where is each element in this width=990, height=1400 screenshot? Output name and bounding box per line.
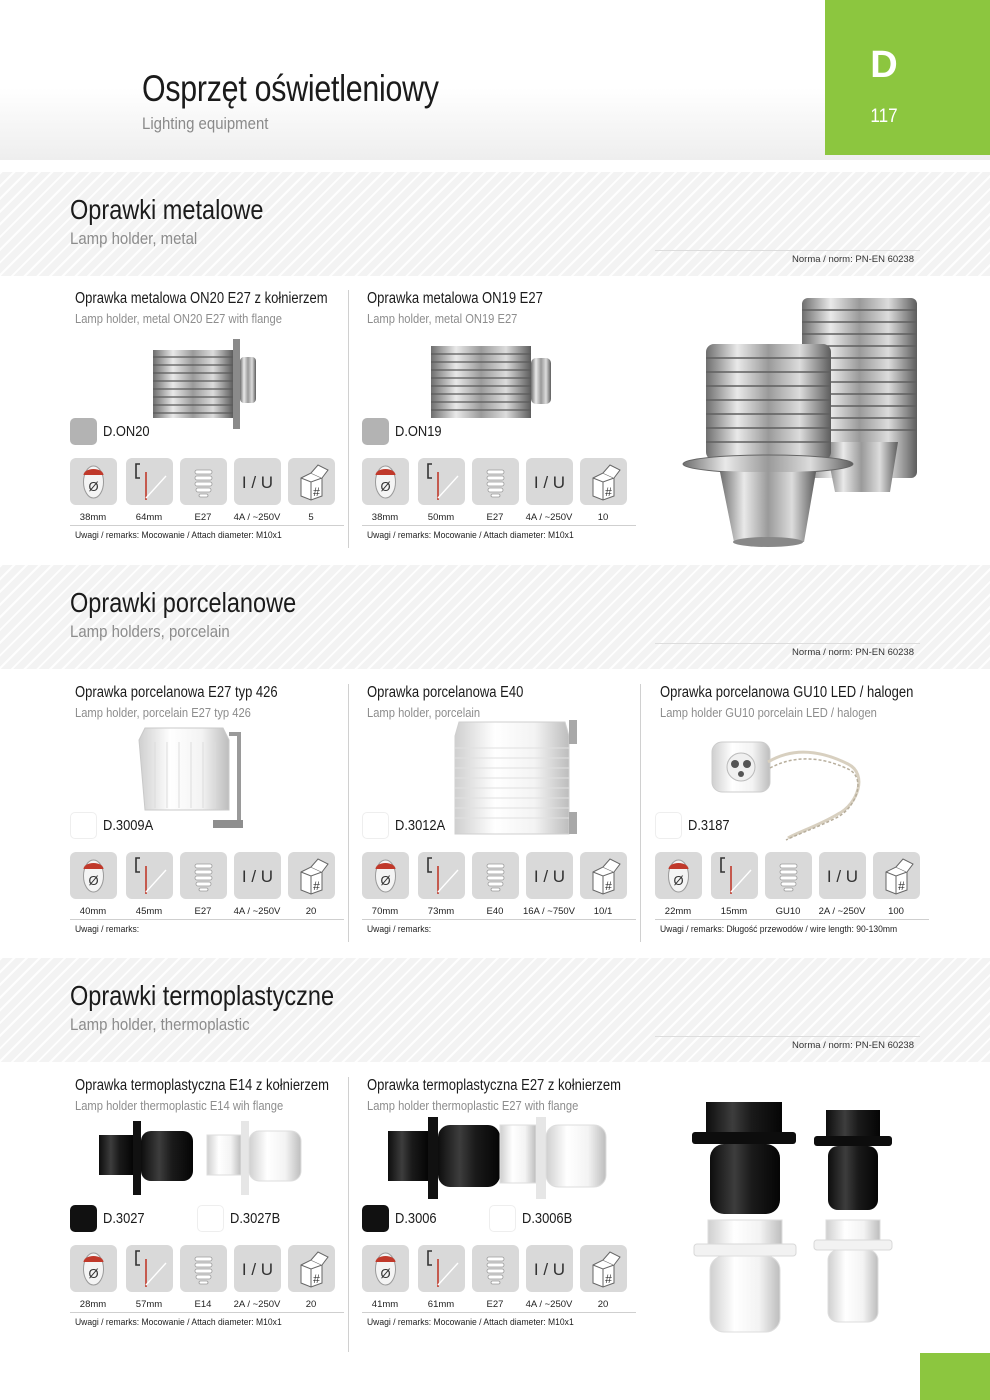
spec-diameter: 40mm	[79, 906, 107, 917]
section-band-porcelain	[0, 565, 990, 669]
product-code-label: D.3027	[103, 1210, 145, 1227]
product-subtitle: Lamp holder GU10 porcelain LED / halogen	[660, 705, 877, 720]
current-voltage-icon	[819, 852, 866, 899]
product-remarks: Uwagi / remarks: Mocowanie / Attach diameter: M10x1	[75, 530, 282, 541]
spec-values	[362, 512, 636, 524]
spec-pack: 10	[597, 512, 609, 523]
svg-text:Ø: Ø	[88, 479, 99, 494]
page-number: 117	[870, 106, 898, 127]
product-remarks: Uwagi / remarks: Mocowanie / Attach diameter: M10x1	[75, 1317, 282, 1328]
product-code-label: D.ON19	[395, 423, 442, 440]
product-remarks: Uwagi / remarks: Mocowanie / Attach diameter: M10x1	[367, 1317, 574, 1328]
spec-diameter: 38mm	[371, 512, 399, 523]
product-code	[362, 418, 449, 445]
product-card-on20	[75, 290, 360, 560]
spec-length: 15mm	[720, 906, 748, 917]
product-remarks: Uwagi / remarks: Mocowanie / Attach diameter: M10x1	[367, 530, 574, 541]
page-subtitle: Lighting equipment	[142, 114, 269, 133]
current-voltage-icon	[526, 852, 573, 899]
spec-icons	[655, 852, 929, 900]
product-card-on19	[367, 290, 652, 560]
metal-lampholder-flange-photo	[145, 335, 260, 430]
spec-rating: 4A / ~250V	[525, 1299, 573, 1310]
product-title: Oprawka porcelanowa GU10 LED / halogen	[660, 684, 914, 701]
product-card-3009a	[75, 684, 360, 954]
socket-thread-icon	[472, 852, 519, 899]
porcelain-lampholder-e40-photo	[447, 718, 587, 838]
product-code-label: D.3006B	[522, 1210, 573, 1227]
product-title: Oprawka porcelanowa E27 typ 426	[75, 684, 278, 701]
svg-text:I / U: I / U	[241, 473, 274, 492]
product-title: Oprawka porcelanowa E40	[367, 684, 524, 701]
thermoplastic-e14-holders-photo	[95, 1117, 335, 1197]
spec-divider	[70, 919, 344, 920]
product-remarks: Uwagi / remarks: Długość przewodów / wire length: 90-130mm	[660, 924, 898, 935]
socket-thread-icon	[472, 1245, 519, 1292]
spec-pack: 20	[597, 1299, 609, 1310]
svg-text:#: #	[605, 485, 612, 499]
spec-diameter: 70mm	[371, 906, 399, 917]
current-voltage-icon	[526, 1245, 573, 1292]
product-card-3012a	[367, 684, 652, 954]
svg-text:I / U: I / U	[533, 1260, 566, 1279]
color-swatch	[362, 418, 389, 445]
spec-values	[362, 906, 636, 918]
spec-socket: E40	[486, 906, 504, 917]
spec-divider	[362, 1312, 636, 1313]
spec-length: 61mm	[427, 1299, 455, 1310]
color-swatch	[70, 418, 97, 445]
spec-icons	[70, 458, 344, 506]
spec-length: 73mm	[427, 906, 455, 917]
svg-text:Ø: Ø	[380, 873, 391, 888]
spec-icons	[362, 1245, 636, 1293]
svg-text:#: #	[898, 879, 905, 893]
spec-values	[362, 1299, 636, 1311]
spec-values	[70, 906, 344, 918]
color-swatch	[197, 1205, 224, 1232]
section-title: Oprawki metalowe	[70, 194, 264, 225]
spec-pack: 100	[888, 906, 904, 917]
diameter-icon	[70, 458, 117, 505]
norm-label: Norma / norm: PN-EN 60238	[792, 1040, 914, 1051]
svg-text:Ø: Ø	[88, 1266, 99, 1281]
spec-rating: 16A / ~750V	[522, 906, 576, 917]
spec-divider	[362, 919, 636, 920]
product-code	[70, 418, 157, 445]
product-code	[197, 1205, 288, 1232]
spec-rating: 2A / ~250V	[818, 906, 866, 917]
section-subtitle: Lamp holder, metal	[70, 229, 198, 248]
diameter-icon	[655, 852, 702, 899]
metal-lampholders-feature-photo	[680, 292, 925, 554]
spec-rating: 2A / ~250V	[233, 1299, 281, 1310]
spec-length: 45mm	[135, 906, 163, 917]
section-title: Oprawki porcelanowe	[70, 587, 297, 618]
product-code	[655, 812, 736, 839]
svg-text:I / U: I / U	[241, 1260, 274, 1279]
current-voltage-icon	[526, 458, 573, 505]
package-quantity-icon	[288, 1245, 335, 1292]
product-code	[362, 1205, 443, 1232]
spec-diameter: 28mm	[79, 1299, 107, 1310]
package-quantity-icon	[873, 852, 920, 899]
color-swatch	[362, 1205, 389, 1232]
diameter-icon	[362, 458, 409, 505]
spec-values	[70, 1299, 344, 1311]
svg-text:I / U: I / U	[533, 473, 566, 492]
spec-rating: 4A / ~250V	[233, 512, 281, 523]
product-code-label: D.3009A	[103, 817, 154, 834]
color-swatch	[655, 812, 682, 839]
length-icon	[126, 1245, 173, 1292]
spec-rating: 4A / ~250V	[525, 512, 573, 523]
product-subtitle: Lamp holder thermoplastic E27 with flange	[367, 1098, 579, 1113]
spec-pack: 20	[305, 1299, 317, 1310]
svg-text:Ø: Ø	[88, 873, 99, 888]
svg-text:#: #	[313, 485, 320, 499]
spec-values	[655, 906, 929, 918]
corner-tab	[920, 1353, 990, 1400]
product-card-3187	[660, 684, 945, 954]
page-title: Osprzęt oświetleniowy	[142, 68, 439, 109]
package-quantity-icon	[580, 852, 627, 899]
spec-icons	[362, 458, 636, 506]
diameter-icon	[362, 852, 409, 899]
product-code-label: D.3006	[395, 1210, 437, 1227]
product-card-3027	[75, 1077, 360, 1347]
spec-socket: E27	[486, 1299, 504, 1310]
package-quantity-icon	[580, 458, 627, 505]
norm-label: Norma / norm: PN-EN 60238	[792, 254, 914, 265]
spec-socket: E27	[194, 512, 212, 523]
section-tab	[825, 0, 990, 155]
product-card-3006	[367, 1077, 652, 1347]
spec-length: 64mm	[135, 512, 163, 523]
product-subtitle: Lamp holder, metal ON19 E27	[367, 311, 518, 326]
norm-divider	[655, 250, 920, 251]
color-swatch	[489, 1205, 516, 1232]
product-code-label: D.3027B	[230, 1210, 281, 1227]
product-title: Oprawka termoplastyczna E27 z kołnierzem	[367, 1077, 621, 1094]
spec-divider	[70, 525, 344, 526]
product-code	[70, 812, 161, 839]
spec-length: 50mm	[427, 512, 455, 523]
norm-divider	[655, 1036, 920, 1037]
current-voltage-icon	[234, 458, 281, 505]
porcelain-gu10-holder-photo	[708, 734, 923, 844]
length-icon	[418, 852, 465, 899]
product-code-label: D.ON20	[103, 423, 150, 440]
socket-thread-icon	[180, 458, 227, 505]
current-voltage-icon	[234, 1245, 281, 1292]
thermoplastic-holders-feature-photo	[688, 1098, 923, 1338]
socket-thread-icon	[765, 852, 812, 899]
product-code	[70, 1205, 151, 1232]
length-icon	[126, 458, 173, 505]
product-title: Oprawka termoplastyczna E14 z kołnierzem	[75, 1077, 329, 1094]
thermoplastic-e27-holders-photo	[382, 1113, 622, 1203]
spec-icons	[70, 1245, 344, 1293]
section-subtitle: Lamp holder, thermoplastic	[70, 1015, 250, 1034]
svg-text:#: #	[313, 1272, 320, 1286]
diameter-icon	[70, 852, 117, 899]
product-title: Oprawka metalowa ON20 E27 z kołnierzem	[75, 290, 328, 307]
length-icon	[126, 852, 173, 899]
product-code-label: D.3012A	[395, 817, 446, 834]
product-subtitle: Lamp holder, porcelain	[367, 705, 481, 720]
spec-socket: E14	[194, 1299, 212, 1310]
product-subtitle: Lamp holder, porcelain E27 typ 426	[75, 705, 251, 720]
svg-text:I / U: I / U	[533, 867, 566, 886]
section-letter: D	[870, 44, 898, 86]
socket-thread-icon	[180, 852, 227, 899]
section-subtitle: Lamp holders, porcelain	[70, 622, 230, 641]
spec-diameter: 22mm	[664, 906, 692, 917]
color-swatch	[362, 812, 389, 839]
product-remarks: Uwagi / remarks:	[75, 924, 140, 935]
package-quantity-icon	[288, 458, 335, 505]
spec-divider	[362, 525, 636, 526]
spec-pack: 10/1	[593, 906, 613, 917]
spec-values	[70, 512, 344, 524]
svg-text:I / U: I / U	[826, 867, 859, 886]
socket-thread-icon	[180, 1245, 227, 1292]
current-voltage-icon	[234, 852, 281, 899]
spec-length: 57mm	[135, 1299, 163, 1310]
spec-diameter: 38mm	[79, 512, 107, 523]
spec-pack: 5	[308, 512, 314, 523]
product-code	[362, 812, 453, 839]
product-code	[489, 1205, 580, 1232]
spec-divider	[70, 1312, 344, 1313]
diameter-icon	[362, 1245, 409, 1292]
norm-label: Norma / norm: PN-EN 60238	[792, 647, 914, 658]
svg-text:I / U: I / U	[241, 867, 274, 886]
svg-text:#: #	[605, 1272, 612, 1286]
product-remarks: Uwagi / remarks:	[367, 924, 432, 935]
svg-text:#: #	[313, 879, 320, 893]
spec-socket: E27	[486, 512, 504, 523]
norm-divider	[655, 643, 920, 644]
section-band-metal	[0, 172, 990, 276]
spec-divider	[655, 919, 929, 920]
spec-socket: E27	[194, 906, 212, 917]
product-subtitle: Lamp holder, metal ON20 E27 with flange	[75, 311, 282, 326]
svg-text:Ø: Ø	[673, 873, 684, 888]
diameter-icon	[70, 1245, 117, 1292]
metal-lampholder-photo	[427, 340, 557, 425]
spec-pack: 20	[305, 906, 317, 917]
spec-icons	[70, 852, 344, 900]
package-quantity-icon	[580, 1245, 627, 1292]
svg-text:Ø: Ø	[380, 1266, 391, 1281]
length-icon	[418, 458, 465, 505]
section-band-thermoplastic	[0, 958, 990, 1062]
spec-diameter: 41mm	[371, 1299, 399, 1310]
spec-icons	[362, 852, 636, 900]
svg-text:Ø: Ø	[380, 479, 391, 494]
spec-socket: GU10	[775, 906, 801, 917]
package-quantity-icon	[288, 852, 335, 899]
color-swatch	[70, 812, 97, 839]
color-swatch	[70, 1205, 97, 1232]
section-title: Oprawki termoplastyczne	[70, 980, 335, 1011]
length-icon	[711, 852, 758, 899]
product-code-label: D.3187	[688, 817, 730, 834]
length-icon	[418, 1245, 465, 1292]
product-title: Oprawka metalowa ON19 E27	[367, 290, 543, 307]
spec-rating: 4A / ~250V	[233, 906, 281, 917]
socket-thread-icon	[472, 458, 519, 505]
svg-text:#: #	[605, 879, 612, 893]
product-subtitle: Lamp holder thermoplastic E14 wih flange	[75, 1098, 284, 1113]
